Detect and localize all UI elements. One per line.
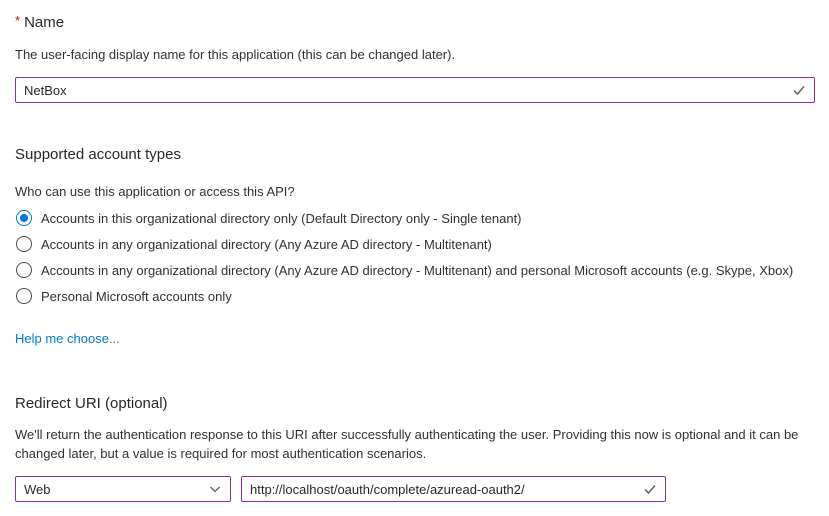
name-description: The user-facing display name for this application (this can be changed later). <box>15 47 456 62</box>
radio-option-label: Accounts in any organizational directory (Any Azure AD directory - Multitenant) and personal Microsoft accounts (e.g. Skype, Xbox) <box>41 262 794 278</box>
platform-select[interactable] <box>15 476 231 502</box>
platform-selected-value: Web <box>24 481 51 497</box>
radio-option-single-tenant[interactable] <box>15 210 815 226</box>
app-name-input[interactable] <box>15 77 815 103</box>
radio-button-icon[interactable] <box>16 262 32 278</box>
name-field-wrap <box>15 77 815 103</box>
radio-option-label: Accounts in this organizational directory only (Default Directory only - Single tenant) <box>41 210 522 226</box>
radio-option-personal-only[interactable] <box>15 288 815 304</box>
account-types-title: Supported account types <box>15 146 181 163</box>
radio-button-icon[interactable] <box>16 210 32 226</box>
redirect-uri-input[interactable] <box>241 476 666 502</box>
radio-option-label: Personal Microsoft accounts only <box>41 288 232 304</box>
name-section-title-text: Name <box>24 14 65 31</box>
platform-select-wrap <box>15 476 231 502</box>
redirect-uri-field-wrap <box>241 476 666 502</box>
account-types-question: Who can use this application or access this API? <box>15 184 295 199</box>
name-section-title <box>15 11 815 33</box>
radio-button-icon[interactable] <box>16 236 32 252</box>
account-types-radio-group <box>15 210 815 304</box>
radio-option-label: Accounts in any organizational directory (Any Azure AD directory - Multitenant) <box>41 236 492 252</box>
help-me-choose-link[interactable]: Help me choose... <box>15 331 120 346</box>
radio-button-icon[interactable] <box>16 288 32 304</box>
radio-option-multitenant-personal[interactable] <box>15 262 815 278</box>
redirect-uri-controls <box>15 476 815 502</box>
required-asterisk: * <box>15 13 21 28</box>
redirect-uri-title: Redirect URI (optional) <box>15 395 168 412</box>
redirect-uri-description: We'll return the authentication response to this URI after successfully authenticating the user. Providing this now is optional and it can be changed later, but a value is required for most authentication scenarios. <box>15 427 799 461</box>
radio-option-multitenant[interactable] <box>15 236 815 252</box>
